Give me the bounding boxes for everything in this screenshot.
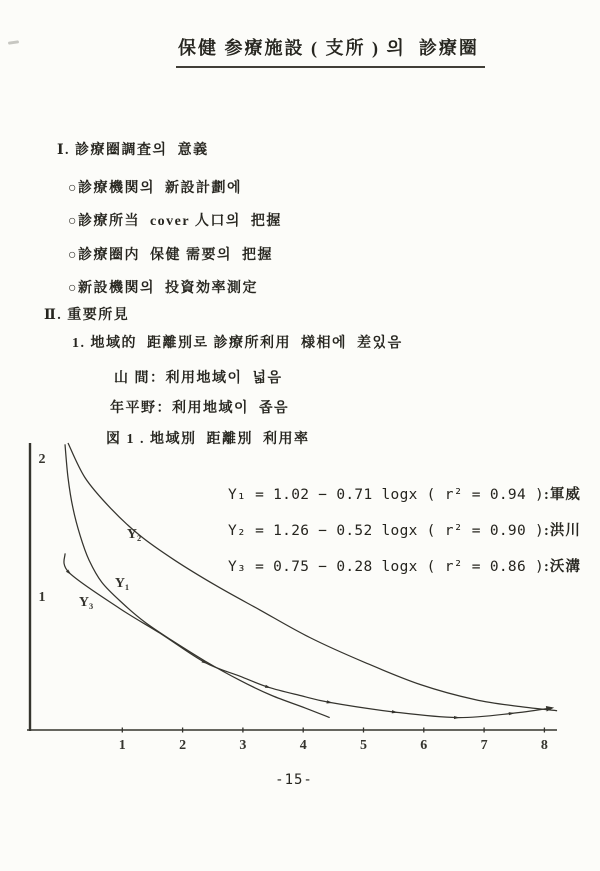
bullet-investment-efficiency: ○新設機関의 投資効率測定: [68, 281, 258, 296]
x-tick-label: 1: [118, 738, 126, 753]
equation-y1: [228, 483, 581, 504]
finding-plain: 年平野：利用地域이 좁음: [110, 401, 290, 416]
finding-mountain: 山 間：利用地域이 넓음: [114, 371, 283, 386]
equation-y2: [228, 519, 581, 540]
x-tick-label: 3: [239, 738, 247, 753]
curve-marker: [265, 685, 272, 690]
x-tick-label: 4: [299, 738, 307, 753]
bullet-health-demand: ○診療圈内 保健 需要의 把握: [68, 248, 273, 263]
bullet-cover-population: ○診療所当 cover 人口의 把握: [68, 214, 282, 229]
equation-y3-region: :沃溝: [544, 559, 581, 575]
x-tick-label: 2: [179, 738, 187, 753]
x-tick-label: 6: [420, 738, 428, 753]
y-tick-label: 2: [38, 452, 46, 467]
x-tick-label: 7: [480, 738, 488, 753]
scan-artifact: [8, 40, 19, 45]
curve-label-Y: Y₁: [114, 576, 130, 591]
section-heading-2: Ⅱ. 重要所見: [44, 308, 130, 323]
bullet-new-plan: ○診療機関의 新設計劃에: [68, 181, 243, 196]
equation-y1-region: :軍威: [544, 487, 581, 503]
equation-y3-formula: Y₃ = 0.75 − 0.28 logx ( r² = 0.86 ): [228, 559, 545, 575]
curve-Y: [64, 553, 552, 717]
y-tick-label: 1: [38, 590, 46, 605]
x-tick-label: 8: [540, 738, 548, 753]
curve-label-Y: Y₂: [126, 527, 142, 542]
x-tick-label: 5: [360, 738, 367, 753]
equation-y2-region: :洪川: [544, 523, 581, 539]
equation-y3: [228, 555, 581, 576]
section-heading-1: Ⅰ. 診療圈調査의 意義: [57, 143, 209, 158]
equation-y1-formula: Y₁ = 1.02 − 0.71 logx ( r² = 0.94 ): [228, 487, 545, 503]
equation-y2-formula: Y₂ = 1.26 − 0.52 logx ( r² = 0.90 ): [228, 523, 545, 539]
curve-label-Y: Y₃: [78, 595, 94, 610]
finding-item-1: 1. 地域的 距離別로 診療所利用 様相에 差있음: [72, 336, 403, 351]
curve-marker: [454, 716, 460, 719]
utilization-chart: [0, 420, 600, 768]
page-title: 保健 参療施設 ( 支所 ) 의 診療圈: [176, 34, 485, 68]
figure-caption: 図 1 . 地域別 距離別 利用率: [106, 432, 310, 447]
page-number: -15-: [275, 772, 313, 788]
